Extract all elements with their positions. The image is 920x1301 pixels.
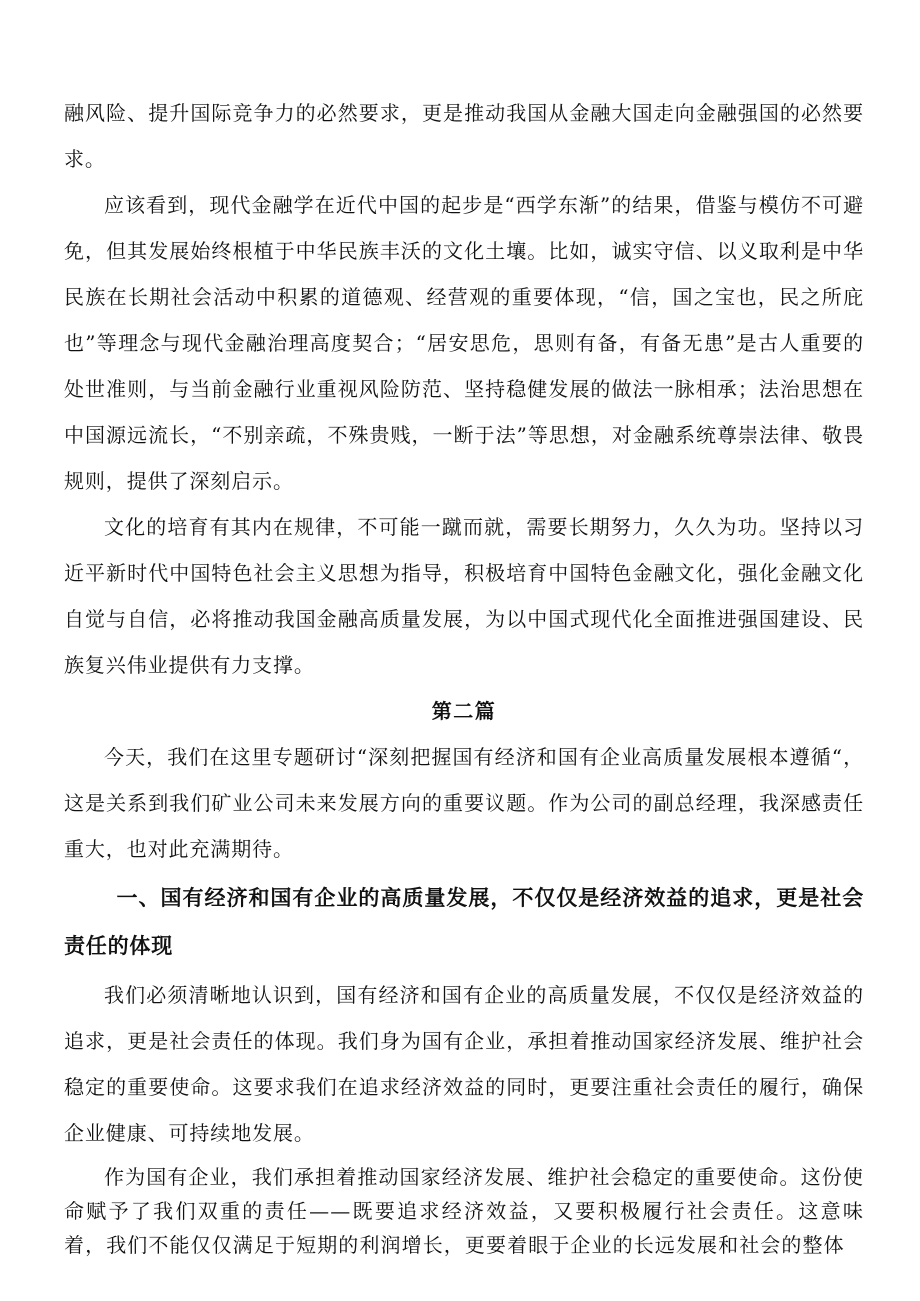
section-heading: 一、国有经济和国有企业的高质量发展，不仅仅是经济效益的追求，更是社会责任的体现 [64, 886, 864, 958]
paragraph-section-body-1: 我们必须清晰地认识到，国有经济和国有企业的高质量发展，不仅仅是经济效益的追求，更是社会责任的体现。我们身为国有企业，承担着推动国家经济发展、维护社会稳定的重要使命。这要求我们在追求经济效益的同时，更要注重社会责任的履行，确保企业健康、可持续地发展。 [64, 983, 864, 1145]
paragraph-culture-cultivation: 文化的培育有其内在规律，不可能一蹴而就，需要长期努力，久久为功。坚持以习近平新时代中国特色社会主义思想为指导，积极培育中国特色金融文化，强化金融文化自觉与自信，必将推动我国金融高质量发展，为以中国式现代化全面推进强国建设、民族复兴伟业提供有力支撑。 [64, 515, 864, 677]
paragraph-continuation: 融风险、提升国际竞争力的必然要求，更是推动我国从金融大国走向金融强国的必然要求。 [64, 101, 864, 171]
document-body [64, 90, 864, 1262]
paragraph-section-body-2: 作为国有企业，我们承担着推动国家经济发展、维护社会稳定的重要使命。这份使命赋予了我们双重的责任——既要追求经济效益，又要积极履行社会责任。这意味着，我们不能仅仅满足于短期的利润增长，更要着眼于企业的长远发展和社会的整体 [64, 1165, 864, 1257]
paragraph-finance-culture-roots: 应该看到，现代金融学在近代中国的起步是“西学东渐”的结果，借鉴与模仿不可避免，但其发展始终根植于中华民族丰沃的文化土壤。比如，诚实守信、以义取利是中华民族在长期社会活动中积累的道德观、经营观的重要体现，“信，国之宝也，民之所庇也”等理念与现代金融治理高度契合；“居安思危，思则有备，有备无患”是古人重要的处世准则，与当前金融行业重视风险防范、坚持稳健发展的做法一脉相承；法治思想在中国源远流长，“不别亲疏，不殊贵贱，一断于法”等思想，对金融系统尊崇法律、敬畏规则，提供了深刻启示。 [64, 193, 864, 493]
part-title: 第二篇 [431, 699, 497, 723]
paragraph-intro: 今天，我们在这里专题研讨“深刻把握国有经济和国有企业高质量发展根本遵循“，这是关系到我们矿业公司未来发展方向的重要议题。作为公司的副总经理，我深感责任重大，也对此充满期待。 [64, 745, 864, 861]
